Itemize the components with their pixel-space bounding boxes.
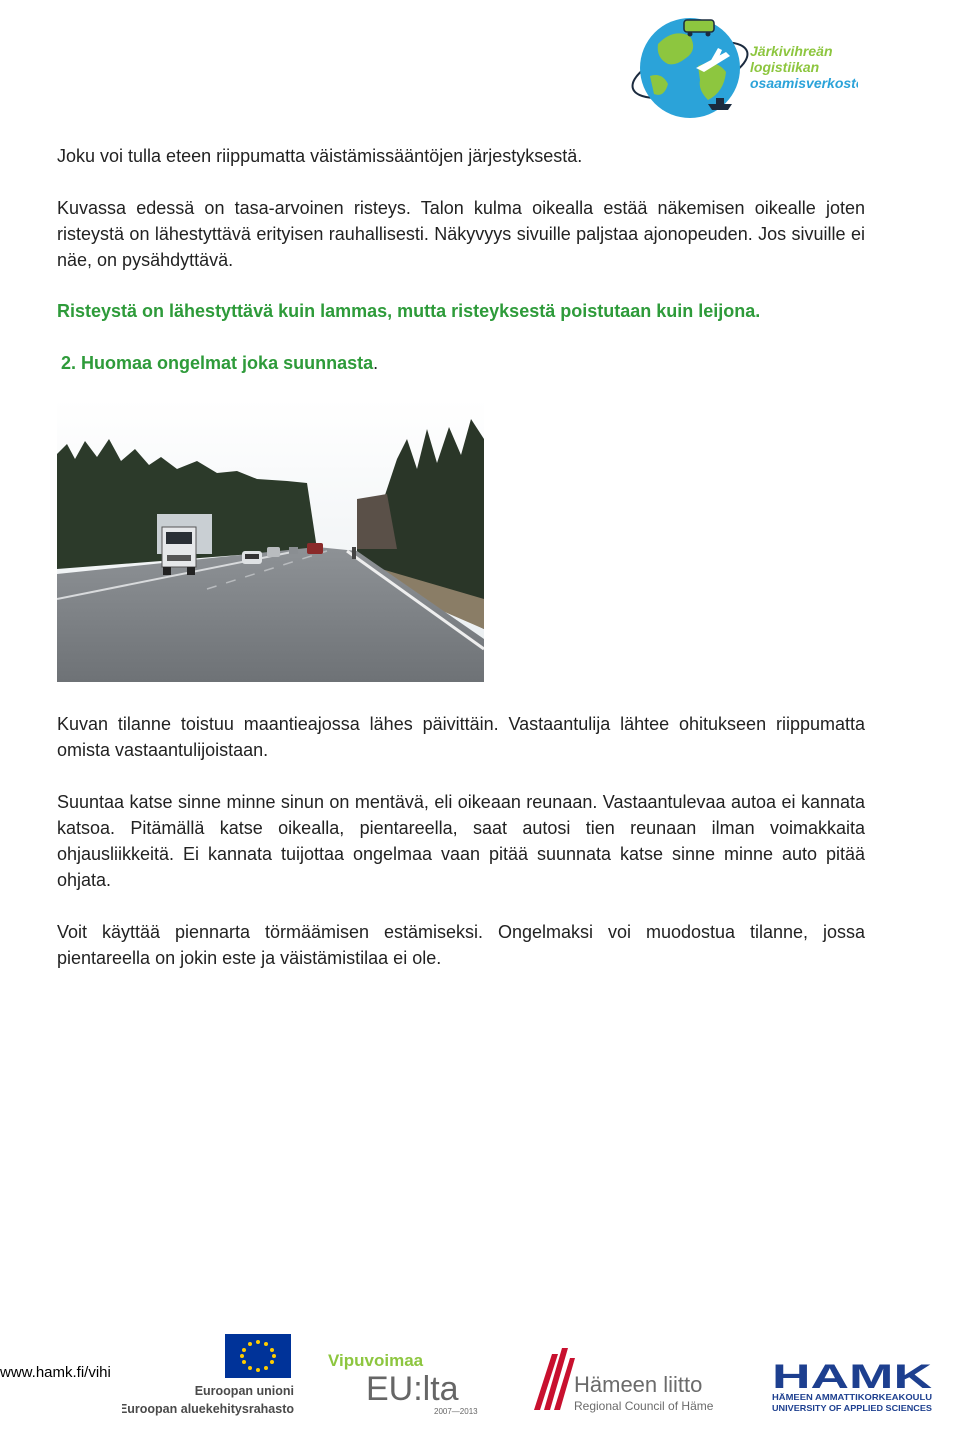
svg-text:UNIVERSITY OF APPLIED SCIENCES: UNIVERSITY OF APPLIED SCIENCES xyxy=(772,1403,933,1413)
paragraph-crossing: Kuvassa edessä on tasa-arvoinen risteys. Talon kulma oikealla estää näkemisen oikealle joten risteystä on lähestyttävä erityisen rauhallisesti. Näkyvyys sivuille paljstaa ajonopeuden. Jos sivuille ei näe, on pysähdyttävä. xyxy=(57,198,865,270)
heading-text: Huomaa ongelmat joka suunnasta xyxy=(81,353,374,373)
heading-number: 2. xyxy=(61,353,77,373)
paragraph-shoulder: Voit käyttää piennarta törmäämisen estämiseksi. Ongelmaksi voi muodostua tilanne, jossa pientareella on jokin este ja väistämistilaa ei ole. xyxy=(57,922,865,968)
paragraph-gaze: Suuntaa katse sinne minne sinun on mentävä, eli oikeaan reunaan. Vastaantulevaa autoa ei kannata katsoa. Pitämällä katse oikealla, pientareella, saat autosi tien reunaan ilman voimakkaita ohjausliikkeitä. Ei kannata tuijottaa ongelmaa vaan pitää suunnata katse sinne minne auto pitää ohjata. xyxy=(57,792,865,890)
hamk-logo xyxy=(770,1358,940,1418)
heading-period: . xyxy=(373,353,379,373)
road-photo xyxy=(57,399,484,682)
svg-text:logistiikan: logistiikan xyxy=(750,59,820,75)
vipuvoimaa-logo xyxy=(326,1348,486,1418)
svg-text:Vipuvoimaa: Vipuvoimaa xyxy=(328,1351,424,1370)
paragraph-situation: Kuvan tilanne toistuu maantieajossa lähes päivittäin. Vastaantulija lähtee ohitukseen riippumatta omista vastaantulijoistaan. xyxy=(57,714,865,760)
svg-text:EU:lta: EU:lta xyxy=(366,1370,459,1408)
svg-text:HÄMEEN AMMATTIKORKEAKOULU: HÄMEEN AMMATTIKORKEAKOULU xyxy=(772,1392,932,1402)
vipuvoimaa-icon xyxy=(326,1348,486,1418)
hameen-liitto-logo xyxy=(530,1340,730,1418)
svg-text:2007—2013: 2007—2013 xyxy=(434,1407,478,1416)
section-heading xyxy=(61,350,869,376)
network-logo xyxy=(628,6,858,126)
road-scene-image xyxy=(57,399,484,682)
svg-text:osaamisverkosto: osaamisverkosto xyxy=(750,75,858,91)
svg-text:Hämeen liitto: Hämeen liitto xyxy=(574,1372,703,1397)
eu-logo xyxy=(122,1332,297,1422)
footer-url-link[interactable]: www.hamk.fi/vihi xyxy=(0,1364,111,1381)
eu-flag-icon xyxy=(122,1332,297,1422)
hamk-icon xyxy=(770,1358,940,1418)
globe-logo-icon xyxy=(628,6,858,126)
svg-text:Järkivihreän: Järkivihreän xyxy=(750,43,833,59)
highlight-sentence: Risteystä on lähestyttävä kuin lammas, mutta risteyksestä poistutaan kuin leijona. xyxy=(57,301,761,321)
svg-text:Euroopan aluekehitysrahasto: Euroopan aluekehitysrahasto xyxy=(122,1402,294,1416)
paragraph-intro: Joku voi tulla eteen riippumatta väistämissääntöjen järjestyksestä. xyxy=(57,146,583,166)
svg-text:Euroopan unioni: Euroopan unioni xyxy=(194,1384,294,1398)
svg-text:Regional Council of Häme: Regional Council of Häme xyxy=(574,1399,714,1413)
hameen-liitto-icon xyxy=(530,1340,730,1418)
svg-text:HAMK: HAMK xyxy=(772,1358,933,1396)
